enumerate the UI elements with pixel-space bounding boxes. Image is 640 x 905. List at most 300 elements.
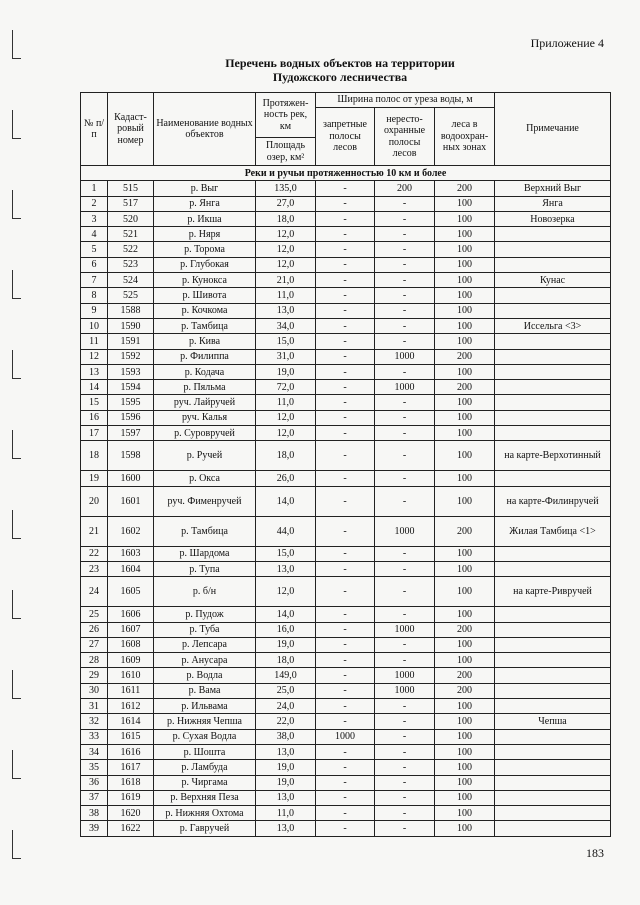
cell-forbidden: - [316, 211, 375, 226]
cell-num: 1 [81, 181, 108, 196]
cell-name: р. Филиппа [154, 349, 256, 364]
cell-cadastral: 1601 [108, 486, 154, 516]
cell-forbidden: - [316, 668, 375, 683]
cell-num: 10 [81, 318, 108, 333]
cell-note [495, 775, 611, 790]
cell-spawning: - [375, 410, 435, 425]
cell-length: 12,0 [256, 227, 316, 242]
cell-length: 19,0 [256, 364, 316, 379]
page-number: 183 [586, 846, 604, 860]
cell-num: 3 [81, 211, 108, 226]
cell-forest-zone: 100 [435, 364, 495, 379]
cell-cadastral: 522 [108, 242, 154, 257]
water-bodies-table [80, 92, 611, 837]
cell-name: р. Тупа [154, 561, 256, 576]
cell-cadastral: 525 [108, 288, 154, 303]
cell-spawning: - [375, 775, 435, 790]
cell-cadastral: 1597 [108, 426, 154, 441]
table-row [81, 622, 611, 637]
cell-forbidden: - [316, 441, 375, 471]
cell-forest-zone: 100 [435, 441, 495, 471]
header-forest-zone: леса в водоохран-ных зонах [435, 108, 495, 166]
cell-spawning: - [375, 364, 435, 379]
cell-cadastral: 1604 [108, 561, 154, 576]
cell-cadastral: 1605 [108, 577, 154, 607]
cell-length: 15,0 [256, 546, 316, 561]
cell-note [495, 806, 611, 821]
title-line-1: Перечень водных объектов на территории [225, 56, 455, 70]
cell-forest-zone: 100 [435, 699, 495, 714]
binding-mark [12, 590, 21, 619]
cell-note [495, 546, 611, 561]
cell-note [495, 637, 611, 652]
cell-spawning: - [375, 760, 435, 775]
cell-spawning: 200 [375, 181, 435, 196]
cell-cadastral: 1615 [108, 729, 154, 744]
cell-length: 15,0 [256, 334, 316, 349]
cell-forbidden: - [316, 683, 375, 698]
binding-mark [12, 430, 21, 459]
cell-spawning: - [375, 227, 435, 242]
cell-forbidden: - [316, 714, 375, 729]
cell-spawning: 1000 [375, 668, 435, 683]
table-row [81, 714, 611, 729]
cell-name: р. Вама [154, 683, 256, 698]
binding-mark [12, 30, 21, 59]
binding-mark [12, 830, 21, 859]
table-row [81, 364, 611, 379]
cell-forest-zone: 200 [435, 349, 495, 364]
cell-note [495, 821, 611, 836]
cell-forbidden: - [316, 318, 375, 333]
cell-forbidden: - [316, 653, 375, 668]
cell-note [495, 561, 611, 576]
cell-forest-zone: 100 [435, 806, 495, 821]
cell-forest-zone: 100 [435, 653, 495, 668]
table-row [81, 729, 611, 744]
cell-num: 4 [81, 227, 108, 242]
cell-num: 25 [81, 607, 108, 622]
cell-num: 20 [81, 486, 108, 516]
binding-mark [12, 510, 21, 539]
cell-name: р. Туба [154, 622, 256, 637]
cell-forest-zone: 100 [435, 410, 495, 425]
cell-note [495, 349, 611, 364]
cell-name: р. Янгa [154, 196, 256, 211]
table-row [81, 380, 611, 395]
cell-num: 35 [81, 760, 108, 775]
cell-cadastral: 1600 [108, 471, 154, 486]
cell-length: 14,0 [256, 486, 316, 516]
cell-cadastral: 1618 [108, 775, 154, 790]
cell-forest-zone: 100 [435, 257, 495, 272]
cell-name: р. Няря [154, 227, 256, 242]
cell-forest-zone: 100 [435, 318, 495, 333]
cell-spawning: - [375, 653, 435, 668]
table-row [81, 577, 611, 607]
cell-forest-zone: 100 [435, 714, 495, 729]
binding-mark [12, 350, 21, 379]
cell-forest-zone: 100 [435, 486, 495, 516]
cell-cadastral: 515 [108, 181, 154, 196]
table-row [81, 395, 611, 410]
cell-forbidden: - [316, 760, 375, 775]
cell-note: на карте-Верхотинный [495, 441, 611, 471]
cell-forbidden: - [316, 364, 375, 379]
cell-spawning: 1000 [375, 622, 435, 637]
cell-spawning: - [375, 699, 435, 714]
cell-length: 12,0 [256, 242, 316, 257]
cell-spawning: - [375, 729, 435, 744]
cell-num: 28 [81, 653, 108, 668]
table-row [81, 303, 611, 318]
table-row [81, 806, 611, 821]
cell-forbidden: - [316, 607, 375, 622]
cell-forbidden: - [316, 227, 375, 242]
cell-note [495, 380, 611, 395]
cell-note: Янга [495, 196, 611, 211]
cell-length: 25,0 [256, 683, 316, 698]
cell-cadastral: 1606 [108, 607, 154, 622]
cell-name: р. Шошта [154, 744, 256, 759]
cell-name: р. Шардома [154, 546, 256, 561]
cell-forest-zone: 100 [435, 303, 495, 318]
cell-forbidden: - [316, 546, 375, 561]
cell-forest-zone: 100 [435, 426, 495, 441]
cell-num: 23 [81, 561, 108, 576]
cell-num: 16 [81, 410, 108, 425]
cell-forbidden: - [316, 622, 375, 637]
table-row [81, 668, 611, 683]
cell-length: 12,0 [256, 577, 316, 607]
cell-forbidden: - [316, 561, 375, 576]
cell-cadastral: 517 [108, 196, 154, 211]
cell-forbidden: - [316, 699, 375, 714]
cell-forbidden: - [316, 288, 375, 303]
cell-name: р. Кочкома [154, 303, 256, 318]
cell-note [495, 653, 611, 668]
cell-length: 12,0 [256, 426, 316, 441]
cell-note [495, 303, 611, 318]
cell-name: р. Ручей [154, 441, 256, 471]
cell-length: 19,0 [256, 775, 316, 790]
cell-length: 11,0 [256, 806, 316, 821]
cell-forest-zone: 100 [435, 196, 495, 211]
cell-length: 11,0 [256, 288, 316, 303]
cell-forbidden: - [316, 637, 375, 652]
cell-num: 29 [81, 668, 108, 683]
cell-forest-zone: 200 [435, 683, 495, 698]
cell-length: 13,0 [256, 561, 316, 576]
table-row [81, 516, 611, 546]
cell-name: р. Тамбица [154, 318, 256, 333]
cell-forbidden: - [316, 821, 375, 836]
cell-forbidden: 1000 [316, 729, 375, 744]
cell-note [495, 288, 611, 303]
header-num: № п/п [81, 93, 108, 166]
cell-length: 19,0 [256, 760, 316, 775]
table-row [81, 683, 611, 698]
cell-spawning: - [375, 714, 435, 729]
cell-cadastral: 1588 [108, 303, 154, 318]
cell-name: р. Чиргама [154, 775, 256, 790]
cell-name: руч. Фименручей [154, 486, 256, 516]
cell-cadastral: 1616 [108, 744, 154, 759]
cell-forbidden: - [316, 410, 375, 425]
cell-name: р. Пудож [154, 607, 256, 622]
table-row [81, 471, 611, 486]
cell-cadastral: 524 [108, 273, 154, 288]
cell-forest-zone: 100 [435, 334, 495, 349]
table-row [81, 699, 611, 714]
cell-length: 26,0 [256, 471, 316, 486]
cell-length: 38,0 [256, 729, 316, 744]
cell-forbidden: - [316, 744, 375, 759]
cell-length: 13,0 [256, 303, 316, 318]
cell-spawning: - [375, 821, 435, 836]
cell-forbidden: - [316, 806, 375, 821]
cell-forest-zone: 100 [435, 546, 495, 561]
cell-spawning: - [375, 577, 435, 607]
cell-forest-zone: 100 [435, 821, 495, 836]
binding-mark [12, 670, 21, 699]
cell-cadastral: 1612 [108, 699, 154, 714]
cell-cadastral: 1611 [108, 683, 154, 698]
cell-forest-zone: 200 [435, 380, 495, 395]
cell-num: 15 [81, 395, 108, 410]
cell-spawning: - [375, 546, 435, 561]
cell-forbidden: - [316, 486, 375, 516]
table-row [81, 546, 611, 561]
cell-spawning: 1000 [375, 380, 435, 395]
cell-name: р. Водла [154, 668, 256, 683]
table-row [81, 410, 611, 425]
cell-name: р. Верхняя Пеза [154, 790, 256, 805]
cell-cadastral: 1591 [108, 334, 154, 349]
table-row [81, 334, 611, 349]
cell-cadastral: 521 [108, 227, 154, 242]
cell-length: 13,0 [256, 821, 316, 836]
cell-length: 19,0 [256, 637, 316, 652]
cell-note [495, 364, 611, 379]
cell-spawning: - [375, 744, 435, 759]
cell-forbidden: - [316, 471, 375, 486]
cell-num: 24 [81, 577, 108, 607]
cell-forbidden: - [316, 334, 375, 349]
cell-length: 24,0 [256, 699, 316, 714]
cell-cadastral: 520 [108, 211, 154, 226]
cell-num: 21 [81, 516, 108, 546]
table-row [81, 242, 611, 257]
cell-note [495, 334, 611, 349]
cell-cadastral: 1608 [108, 637, 154, 652]
table-row [81, 821, 611, 836]
table-row [81, 775, 611, 790]
cell-num: 19 [81, 471, 108, 486]
cell-note [495, 729, 611, 744]
cell-forest-zone: 100 [435, 790, 495, 805]
table-row [81, 607, 611, 622]
cell-length: 149,0 [256, 668, 316, 683]
cell-num: 31 [81, 699, 108, 714]
table-row [81, 196, 611, 211]
table-row [81, 181, 611, 196]
cell-note [495, 227, 611, 242]
cell-forest-zone: 100 [435, 637, 495, 652]
cell-forest-zone: 200 [435, 516, 495, 546]
cell-name: р. Пяльма [154, 380, 256, 395]
cell-name: р. Торома [154, 242, 256, 257]
cell-cadastral: 1610 [108, 668, 154, 683]
document-title [80, 56, 600, 84]
cell-name: р. Анусара [154, 653, 256, 668]
cell-forbidden: - [316, 516, 375, 546]
cell-num: 26 [81, 622, 108, 637]
cell-forest-zone: 200 [435, 622, 495, 637]
header-spawning: нересто-охранные полосы лесов [375, 108, 435, 166]
cell-forest-zone: 100 [435, 395, 495, 410]
cell-length: 27,0 [256, 196, 316, 211]
table-row [81, 790, 611, 805]
cell-spawning: - [375, 441, 435, 471]
cell-name: р. Шивота [154, 288, 256, 303]
cell-forbidden: - [316, 380, 375, 395]
cell-forest-zone: 100 [435, 729, 495, 744]
table-row [81, 637, 611, 652]
cell-length: 44,0 [256, 516, 316, 546]
cell-length: 21,0 [256, 273, 316, 288]
cell-cadastral: 523 [108, 257, 154, 272]
cell-num: 36 [81, 775, 108, 790]
cell-num: 37 [81, 790, 108, 805]
cell-forbidden: - [316, 303, 375, 318]
cell-length: 18,0 [256, 653, 316, 668]
cell-cadastral: 1619 [108, 790, 154, 805]
cell-cadastral: 1590 [108, 318, 154, 333]
cell-forest-zone: 200 [435, 181, 495, 196]
cell-length: 31,0 [256, 349, 316, 364]
cell-forbidden: - [316, 257, 375, 272]
cell-spawning: - [375, 486, 435, 516]
cell-length: 18,0 [256, 441, 316, 471]
cell-spawning: - [375, 288, 435, 303]
cell-cadastral: 1602 [108, 516, 154, 546]
cell-forbidden: - [316, 775, 375, 790]
cell-spawning: 1000 [375, 349, 435, 364]
binding-mark [12, 190, 21, 219]
cell-length: 72,0 [256, 380, 316, 395]
table-row [81, 318, 611, 333]
cell-forbidden: - [316, 577, 375, 607]
cell-forbidden: - [316, 242, 375, 257]
cell-note [495, 410, 611, 425]
cell-note: Кунас [495, 273, 611, 288]
table-row [81, 257, 611, 272]
cell-name: р. Суровручей [154, 426, 256, 441]
cell-spawning: - [375, 334, 435, 349]
cell-num: 9 [81, 303, 108, 318]
section-title: Реки и ручьи протяженностью 10 км и более [81, 166, 611, 181]
cell-num: 7 [81, 273, 108, 288]
cell-note [495, 607, 611, 622]
cell-num: 12 [81, 349, 108, 364]
cell-note [495, 760, 611, 775]
cell-spawning: - [375, 471, 435, 486]
cell-spawning: 1000 [375, 683, 435, 698]
cell-note [495, 471, 611, 486]
cell-name: руч. Лайручей [154, 395, 256, 410]
cell-cadastral: 1617 [108, 760, 154, 775]
cell-spawning: - [375, 637, 435, 652]
cell-name: р. Сухая Водла [154, 729, 256, 744]
binding-mark [12, 110, 21, 139]
title-line-2: Пудожского лесничества [272, 70, 408, 84]
cell-forbidden: - [316, 181, 375, 196]
cell-num: 8 [81, 288, 108, 303]
table-row [81, 227, 611, 242]
cell-forest-zone: 100 [435, 211, 495, 226]
cell-cadastral: 1609 [108, 653, 154, 668]
header-note: Примечание [495, 93, 611, 166]
table-row [81, 561, 611, 576]
cell-name: р. Окса [154, 471, 256, 486]
cell-spawning: - [375, 806, 435, 821]
cell-note [495, 395, 611, 410]
cell-name: р. Кунокса [154, 273, 256, 288]
cell-name: р. б/н [154, 577, 256, 607]
cell-forest-zone: 200 [435, 668, 495, 683]
cell-note: Иссельга <3> [495, 318, 611, 333]
header-cadastral: Кадаст-ровый номер [108, 93, 154, 166]
cell-spawning: 1000 [375, 516, 435, 546]
cell-name: р. Лепсара [154, 637, 256, 652]
table-row [81, 349, 611, 364]
cell-num: 18 [81, 441, 108, 471]
cell-name: р. Ламбуда [154, 760, 256, 775]
cell-spawning: - [375, 607, 435, 622]
cell-forest-zone: 100 [435, 775, 495, 790]
cell-name: р. Кодача [154, 364, 256, 379]
cell-name: р. Глубокая [154, 257, 256, 272]
cell-num: 34 [81, 744, 108, 759]
header-length: Протяжен-ность рек, км [256, 93, 316, 138]
cell-num: 30 [81, 683, 108, 698]
cell-note [495, 242, 611, 257]
cell-note: Чепша [495, 714, 611, 729]
table-row [81, 426, 611, 441]
appendix-label: Приложение 4 [530, 36, 604, 50]
cell-forest-zone: 100 [435, 561, 495, 576]
cell-forbidden: - [316, 196, 375, 211]
cell-spawning: - [375, 561, 435, 576]
cell-spawning: - [375, 790, 435, 805]
cell-length: 135,0 [256, 181, 316, 196]
cell-note [495, 257, 611, 272]
cell-note [495, 426, 611, 441]
cell-length: 11,0 [256, 395, 316, 410]
cell-length: 13,0 [256, 790, 316, 805]
cell-length: 12,0 [256, 410, 316, 425]
header-forbidden: запретные полосы лесов [316, 108, 375, 166]
table-row [81, 653, 611, 668]
cell-length: 22,0 [256, 714, 316, 729]
cell-forbidden: - [316, 426, 375, 441]
cell-forest-zone: 100 [435, 242, 495, 257]
cell-spawning: - [375, 426, 435, 441]
cell-note [495, 683, 611, 698]
cell-cadastral: 1614 [108, 714, 154, 729]
cell-forest-zone: 100 [435, 288, 495, 303]
